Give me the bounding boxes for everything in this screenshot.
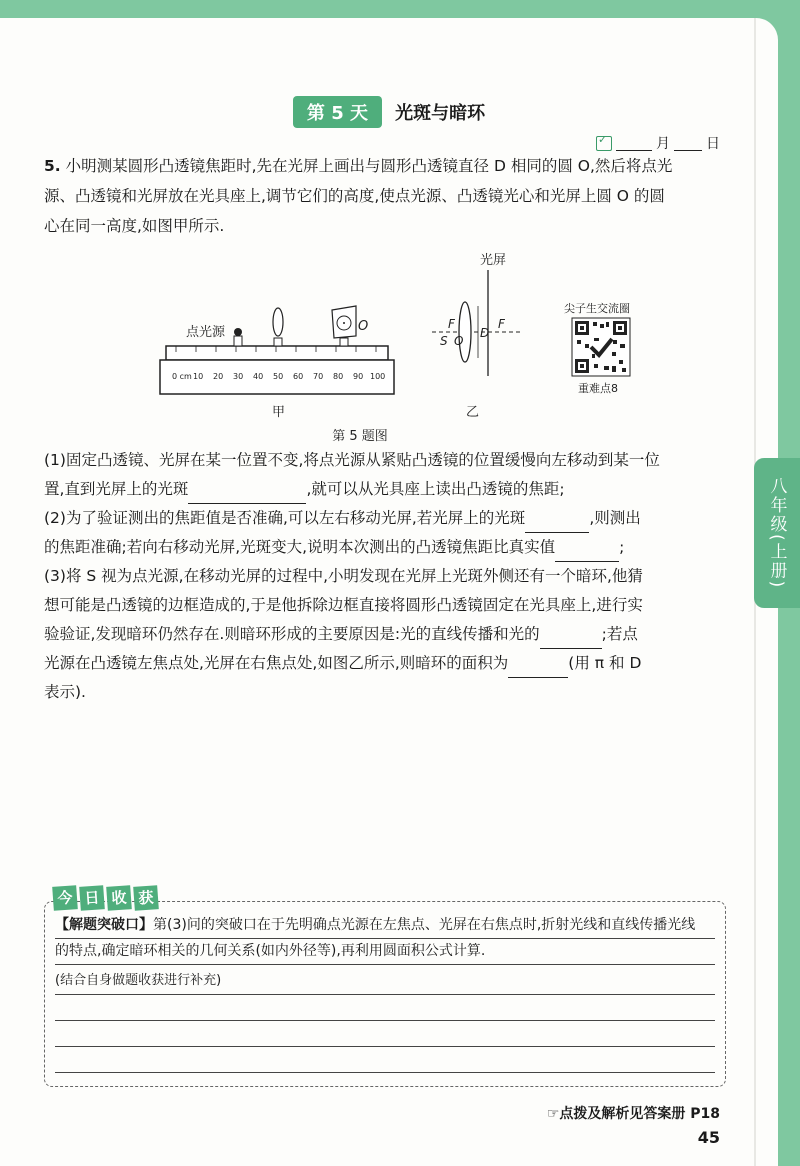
s-label: S	[440, 334, 448, 348]
part-1	[44, 446, 724, 504]
part-3-line-a: (3)将 S 视为点光源,在移动光屏的过程中,小明发现在光屏上光斑外侧还有一个暗环,他猜	[44, 567, 643, 585]
qr-title: 尖子生交流圈	[564, 302, 630, 315]
point-source-holder	[234, 336, 242, 346]
part-2-blank-1[interactable]	[525, 518, 589, 533]
lens-holder	[274, 338, 282, 346]
harvest-char-3: 收	[106, 885, 132, 911]
intro-line-2: 源、凸透镜和光屏放在光具座上,调节它们的高度,使点光源、凸透镜光心和光屏上圆 O 的圆	[44, 187, 665, 205]
day-badge: 第 5 天	[293, 96, 382, 128]
d-label: D	[480, 326, 490, 340]
section-title	[0, 96, 778, 128]
figure-jia	[160, 306, 394, 420]
part-1-line-c: ,就可以从光具座上读出凸透镜的焦距;	[306, 480, 565, 498]
tick-60: 60	[293, 372, 304, 381]
harvest-char-1: 今	[52, 885, 78, 911]
point-source-icon	[234, 328, 242, 336]
tick-30: 30	[233, 372, 244, 381]
tip-text-1: 第(3)问的突破口在于先明确点光源在左焦点、光屏在右焦点时,折射光线和直线传播光线	[153, 917, 696, 933]
part-3	[44, 562, 724, 707]
month-label: 月	[656, 136, 670, 152]
part-3-line-g: 表示).	[44, 683, 86, 701]
ruler-bar	[166, 346, 388, 360]
tick-10: 10	[193, 372, 204, 381]
month-blank[interactable]	[616, 136, 652, 151]
part-3-line-b: 想可能是凸透镜的边框造成的,于是他拆除边框直接将圆形凸透镜固定在光具座上,进行实	[44, 596, 643, 614]
intro-line-1: 小明测某圆形凸透镜焦距时,先在光屏上画出与圆形凸透镜直径 D 相同的圆 O,然后将点光	[65, 157, 673, 175]
part-3-line-c: 验验证,发现暗环仍然存在.则暗环形成的主要原因是:光的直线传播和光的	[44, 625, 540, 643]
supplement-hint: (结合自身做题收获进行补充)	[55, 973, 222, 988]
part-2-blank-2[interactable]	[555, 547, 619, 562]
lens-yi-icon	[459, 302, 471, 362]
calendar-check-icon	[596, 136, 612, 151]
rule-6[interactable]	[55, 1072, 715, 1073]
part-3-blank-1[interactable]	[540, 634, 602, 649]
part-2-line-a: (2)为了验证测出的焦距值是否准确,可以左右移动光屏,若光屏上的光斑	[44, 509, 526, 527]
o2-label: O	[454, 334, 464, 348]
figure-caption: 第 5 题图	[332, 429, 388, 444]
harvest-tag	[53, 886, 158, 910]
tip-line-1	[55, 914, 715, 936]
part-1-blank[interactable]	[188, 489, 306, 504]
part-2-line-c: 的焦距准确;若向右移动光屏,光斑变大,说明本次测出的凸透镜焦距比真实值	[44, 538, 556, 556]
part-2-line-d: ;	[619, 538, 625, 556]
part-3-line-f: (用 π 和 D	[568, 654, 642, 672]
part-1-line-a: (1)固定凸透镜、光屏在某一位置不变,将点光源从紧贴凸透镜的位置缓慢向左移动到某一位	[44, 451, 660, 469]
day-blank[interactable]	[674, 136, 702, 151]
f-left-label: F	[448, 317, 455, 331]
rule-3[interactable]	[55, 994, 715, 995]
rule-2	[55, 964, 715, 965]
day-label: 日	[706, 136, 720, 152]
rule-1	[55, 938, 715, 939]
tick-40: 40	[253, 372, 264, 381]
tick-100: 100	[370, 372, 386, 381]
tip-label: 【解题突破口】	[55, 917, 153, 933]
figure-yi	[432, 252, 520, 420]
f-right-label: F	[498, 317, 505, 331]
tick-20: 20	[213, 372, 224, 381]
part-3-line-e: 光源在凸透镜左焦点处,光屏在右焦点处,如图乙所示,则暗环的面积为	[44, 654, 509, 672]
part-2	[44, 504, 724, 562]
o-label: O	[358, 319, 369, 334]
page-title: 光斑与暗环	[395, 103, 486, 124]
question-number: 5.	[44, 157, 61, 175]
grade-side-tab: 八年级(上册)	[754, 458, 800, 608]
intro-line-3: 心在同一高度,如图甲所示.	[44, 217, 225, 235]
convex-lens-icon	[273, 308, 283, 336]
tick-70: 70	[313, 372, 324, 381]
part-3-blank-2[interactable]	[508, 663, 568, 678]
jia-label: 甲	[272, 405, 286, 420]
figure-svg	[0, 248, 778, 448]
qr-block[interactable]	[564, 301, 630, 395]
rule-5[interactable]	[55, 1046, 715, 1047]
rule-4[interactable]	[55, 1020, 715, 1021]
tip-line-2: 的特点,确定暗环相关的几何关系(如内外径等),再利用圆面积公式计算.	[55, 943, 486, 959]
answer-reference: ☞点拨及解析见答案册 P18	[546, 1106, 720, 1122]
page	[0, 18, 778, 1166]
figure	[0, 248, 778, 448]
point-source-label: 点光源	[186, 325, 226, 340]
tick-0: 0 cm	[172, 372, 192, 381]
yi-label: 乙	[466, 405, 480, 420]
tick-50: 50	[273, 372, 284, 381]
date-line	[596, 133, 720, 153]
part-3-line-d: ;若点	[601, 625, 638, 643]
harvest-box	[44, 888, 726, 1087]
harvest-char-4: 获	[133, 885, 159, 911]
screen-label: 光屏	[480, 253, 507, 268]
question-intro	[44, 151, 724, 241]
part-1-line-b: 置,直到光屏上的光斑	[44, 480, 189, 498]
qr-caption: 重难点8	[578, 382, 618, 395]
tick-80: 80	[333, 372, 344, 381]
harvest-char-2: 日	[79, 885, 105, 911]
page-number: 45	[697, 1128, 720, 1147]
screen-holder	[340, 338, 348, 346]
part-2-line-b: ,则测出	[589, 509, 641, 527]
tick-90: 90	[353, 372, 364, 381]
